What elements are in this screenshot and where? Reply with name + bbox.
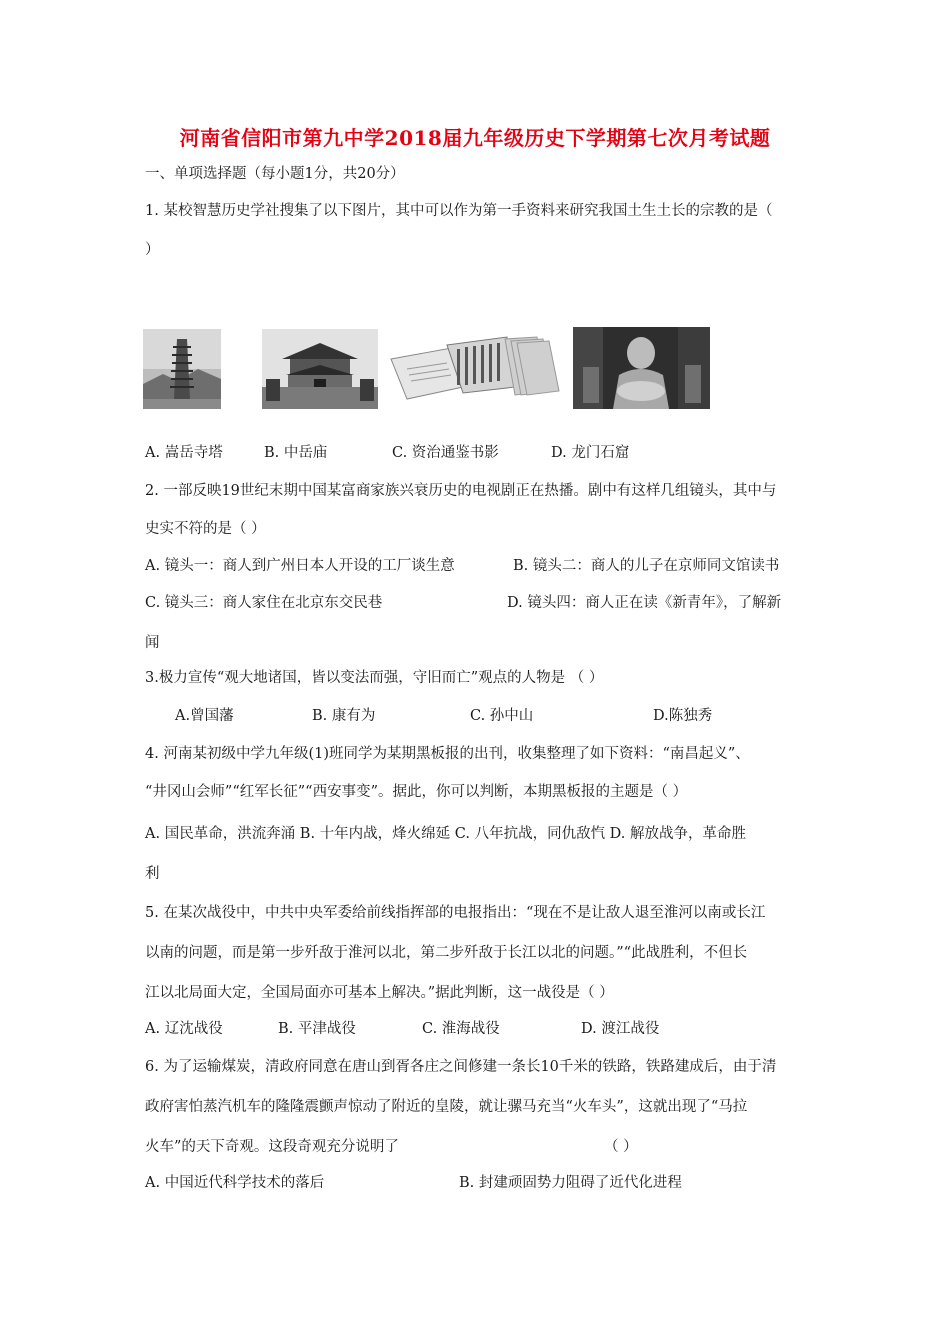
q5-option-a: A. 辽沈战役 [145, 1021, 223, 1037]
q5-option-d: D. 渡江战役 [581, 1021, 660, 1037]
q2-option-d: D. 镜头四：商人正在读《新青年》，了解新 [507, 595, 782, 611]
q2-option-d-cont: 闻 [145, 635, 160, 651]
q5-stem-line1: 5. 在某次战役中，中共中央军委给前线指挥部的电报指出：“现在不是让敌人退至淮河以南或长江 [145, 905, 766, 921]
q3-option-d: D.陈独秀 [653, 708, 713, 724]
temple-photo [262, 329, 378, 409]
pagoda-photo [143, 329, 221, 409]
q2-option-b: B. 镜头二：商人的儿子在京师同文馆读书 [513, 558, 780, 574]
q4-stem-line1: 4. 河南某初级中学九年级(1)班同学为某期黑板报的出刊，收集整理了如下资料：“南昌起义”、 [145, 746, 750, 762]
q4-options: A. 国民革命，洪流奔涌 B. 十年内战，烽火绵延 C. 八年抗战，同仇敌忾 D. 解放战争，革命胜 [145, 826, 747, 842]
q2-stem-line2: 史实不符的是（ ） [145, 521, 266, 537]
q2-option-c: C. 镜头三：商人家住在北京东交民巷 [145, 595, 383, 611]
q3-stem: 3.极力宣传“观大地诸国，皆以变法而强，守旧而亡”观点的人物是 （ ） [145, 670, 604, 686]
q2-stem-line1: 2. 一部反映19世纪末期中国某富商家族兴衰历史的电视剧正在热播。剧中有这样几组镜头，其中与 [145, 483, 777, 499]
q1-stem-line2: ） [145, 242, 160, 258]
q3-option-b: B. 康有为 [312, 708, 376, 724]
q4-options-cont: 利 [145, 866, 160, 882]
q6-answer-paren: （ ） [604, 1139, 638, 1155]
q1-stem-line1: 1. 某校智慧历史学社搜集了以下图片，其中可以作为第一手资料来研究我国土生土长的宗教的是（ [145, 203, 773, 219]
q3-option-a: A.曾国藩 [175, 708, 234, 724]
q6-stem-line3: 火车”的天下奇观。这段奇观充分说明了 [145, 1139, 399, 1155]
buddha-statue-photo [573, 327, 710, 409]
q1-option-d: D. 龙门石窟 [551, 445, 630, 461]
q1-option-c: C. 资治通鉴书影 [392, 445, 499, 461]
q4-stem-line2: “井冈山会师”“红军长征”“西安事变”。据此，你可以判断，本期黑板报的主题是（ ） [145, 784, 688, 800]
q6-option-a: A. 中国近代科学技术的落后 [145, 1175, 325, 1191]
q5-option-b: B. 平津战役 [278, 1021, 356, 1037]
q1-option-b: B. 中岳庙 [264, 445, 328, 461]
q2-option-a: A. 镜头一：商人到广州日本人开设的工厂谈生意 [145, 558, 455, 574]
section-heading: 一、单项选择题（每小题1分，共20分） [145, 166, 405, 182]
book-photo [387, 329, 563, 409]
q3-option-c: C. 孙中山 [470, 708, 534, 724]
page-title: 河南省信阳市第九中学2018届九年级历史下学期第七次月考试题 [179, 126, 771, 150]
q1-option-a: A. 嵩岳寺塔 [145, 445, 223, 461]
q5-option-c: C. 淮海战役 [422, 1021, 500, 1037]
q1-image-row [0, 327, 950, 412]
q5-stem-line2: 以南的问题，而是第一步歼敌于淮河以北，第二步歼敌于长江以北的问题。”“此战胜利，不但长 [145, 945, 748, 961]
q5-stem-line3: 江以北局面大定，全国局面亦可基本上解决。”据此判断，这一战役是（ ） [145, 985, 614, 1001]
q6-stem-line2: 政府害怕蒸汽机车的隆隆震颤声惊动了附近的皇陵，就让骡马充当“火车头”，这就出现了“马拉 [145, 1099, 748, 1115]
q6-option-b: B. 封建顽固势力阻碍了近代化进程 [459, 1175, 682, 1191]
q6-stem-line1: 6. 为了运输煤炭，清政府同意在唐山到胥各庄之间修建一条长10千米的铁路，铁路建成后，由于清 [145, 1059, 777, 1075]
